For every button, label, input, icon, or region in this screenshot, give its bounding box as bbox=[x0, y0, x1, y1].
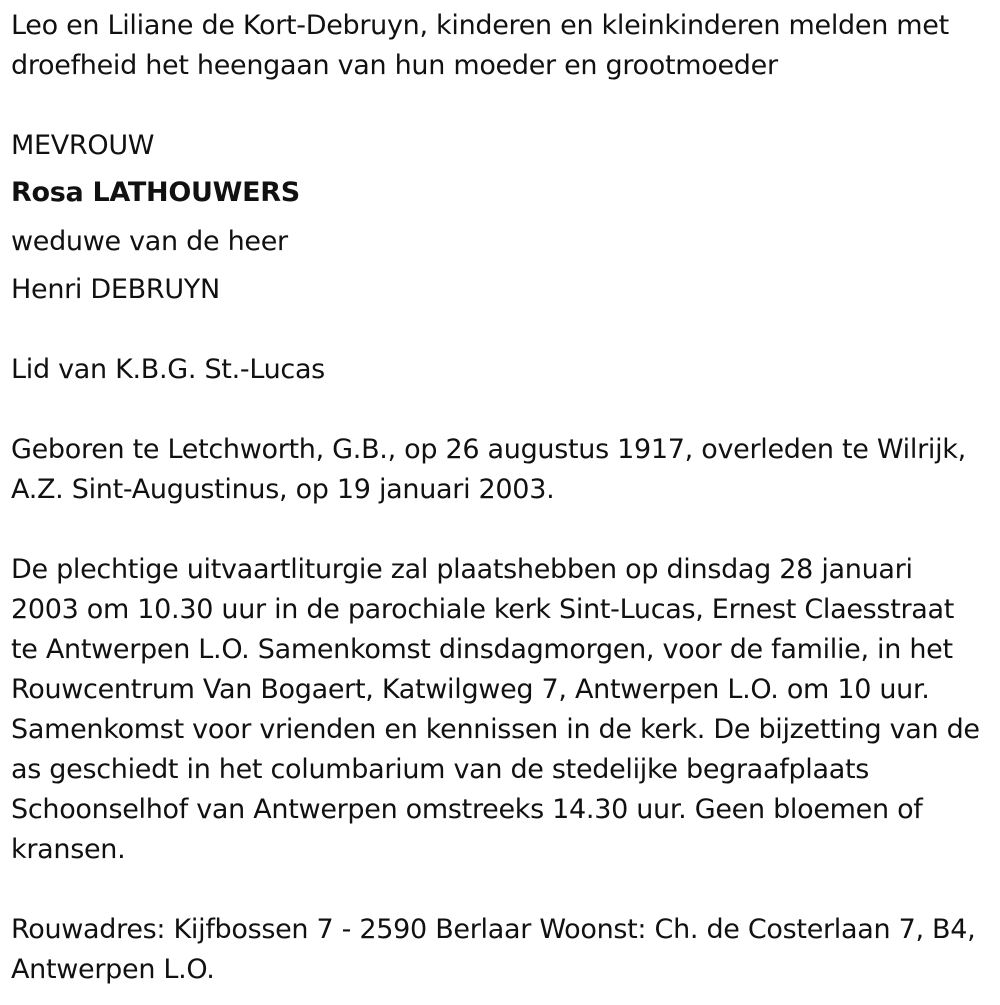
honorific-title: MEVROUW bbox=[11, 130, 155, 161]
widow-of-line: weduwe van de heer bbox=[11, 226, 288, 257]
spouse-name: Henri DEBRUYN bbox=[11, 274, 220, 305]
ceremony-line-2: 2003 om 10.30 uur in de parochiale kerk Sint-Lucas, Ernest Claesstraat bbox=[11, 594, 955, 625]
ceremony-line-6: as geschiedt in het columbarium van de stedelijke begraafplaats bbox=[11, 754, 870, 785]
ceremony-line-1: De plechtige uitvaartliturgie zal plaatshebben op dinsdag 28 januari bbox=[11, 554, 913, 585]
birth-death-line-1: Geboren te Letchworth, G.B., op 26 augustus 1917, overleden te Wilrijk, bbox=[11, 434, 966, 465]
ceremony-line-8: kransen. bbox=[11, 834, 126, 865]
address-line-2: Antwerpen L.O. bbox=[11, 954, 215, 985]
birth-death-line-2: A.Z. Sint-Augustinus, op 19 januari 2003. bbox=[11, 474, 555, 505]
ceremony-line-7: Schoonselhof van Antwerpen omstreeks 14.30 uur. Geen bloemen of bbox=[11, 794, 923, 825]
intro-line-1: Leo en Liliane de Kort-Debruyn, kinderen en kleinkinderen melden met bbox=[11, 10, 949, 41]
ceremony-line-5: Samenkomst voor vrienden en kennissen in de kerk. De bijzetting van de bbox=[11, 714, 980, 745]
membership-line: Lid van K.B.G. St.-Lucas bbox=[11, 354, 325, 385]
intro-line-2: droefheid het heengaan van hun moeder en grootmoeder bbox=[11, 50, 778, 81]
deceased-name: Rosa LATHOUWERS bbox=[11, 177, 300, 208]
ceremony-line-4: Rouwcentrum Van Bogaert, Katwilgweg 7, Antwerpen L.O. om 10 uur. bbox=[11, 674, 930, 705]
ceremony-line-3: te Antwerpen L.O. Samenkomst dinsdagmorgen, voor de familie, in het bbox=[11, 634, 953, 665]
address-line-1: Rouwadres: Kijfbossen 7 - 2590 Berlaar Woonst: Ch. de Costerlaan 7, B4, bbox=[11, 914, 976, 945]
